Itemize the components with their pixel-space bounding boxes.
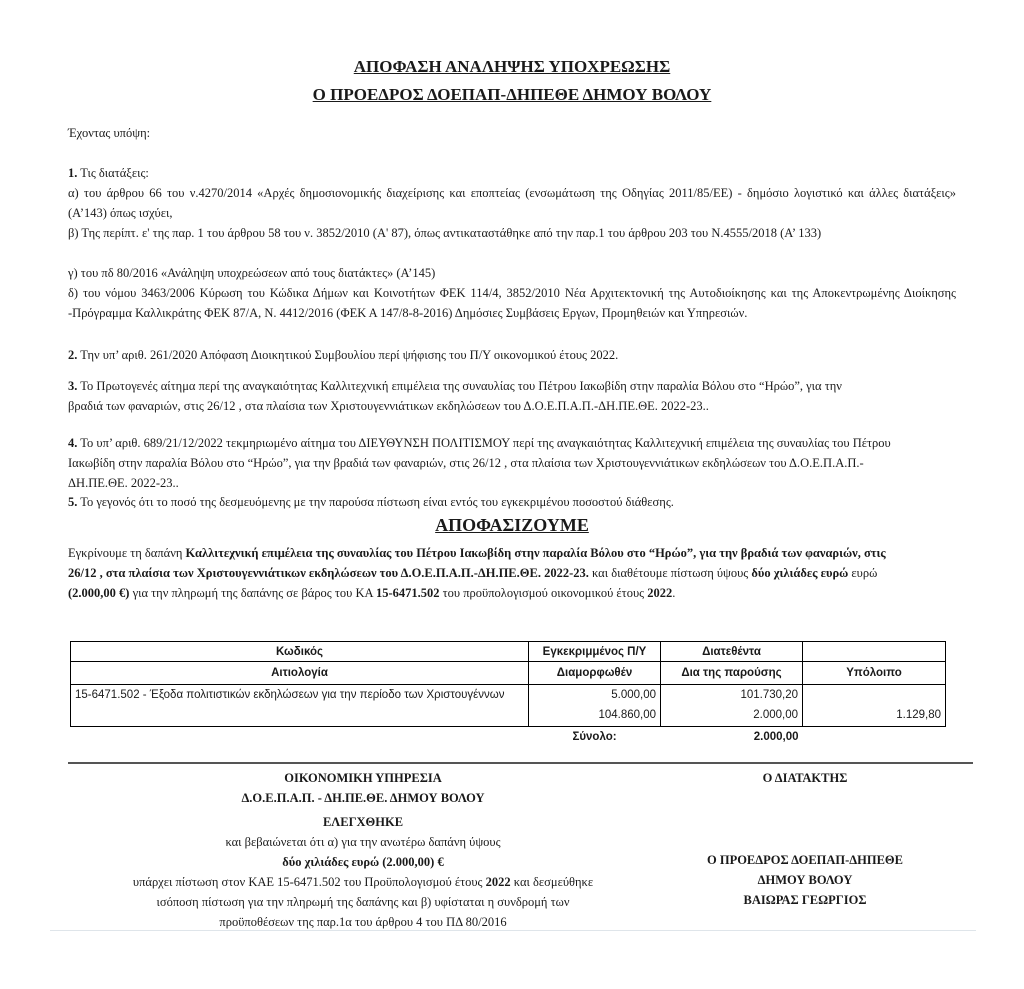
item-4: 4. Το υπ’ αριθ. 689/21/12/2022 τεκμηριωμένο αίτημα του ΔΙΕΥΘΥΝΣΗ ΠΟΛΙΤΙΣΜΟΥ περί της αναγκαιότητας Καλλιτεχνική επιμέλεια της συναυλίας του Πέτρου Ιακωβίδη στην παραλία Βόλου στο “Ηρώο”, για την βραδιά των φαναριών, στις 26/12 , στα πλαίσια των Χριστουγεννιάτικων εκδηλώσεων του Δ.Ο.Ε.Π.Α.Π.-ΔΗ.ΠΕ.ΘΕ. 2022-23.. [68, 436, 891, 490]
document-title [0, 57, 1024, 77]
table-header-row-1 [71, 642, 946, 662]
decision-paragraph: Εγκρίνουμε τη δαπάνη Καλλιτεχνική επιμέλεια της συναυλίας του Πέτρου Ιακωβίδη στην παραλία Βόλου στο “Ηρώο”, για την βραδιά των φαναριών, στις 26/12 , στα πλαίσια των Χριστουγεννιάτικων εκδηλώσεων του Δ.Ο.Ε.Π.Α.Π.-ΔΗ.ΠΕ.ΘΕ. 2022-23. και διαθέτουμε πίστωση ύψους δύο χιλιάδες ευρώ ευρώ (2.000,00 €) για την πληρωμή της δαπάνης σε βάρος του ΚΑ 15-6471.502 του προϋπολογισμού οικονομικού έτους 2022. [68, 546, 886, 600]
header-formed: Διαμορφωθέν [529, 662, 661, 685]
table-row [71, 685, 946, 705]
cell-remaining: 1.129,80 [803, 704, 946, 727]
authorizer-signature-block [680, 850, 930, 910]
considering-label: Έχοντας υπόψη: [68, 126, 151, 140]
credit-text: υπάρχει πίστωση στον ΚΑΕ 15-6471.502 του Προϋπολογισμού έτους 2022 και δεσμεύθηκε [132, 875, 594, 889]
payment-text: ισόποση πίστωση για την πληρωμή της δαπάνης και β) υφίσταται η συνδρομή των [156, 895, 570, 909]
conditions-text: προϋποθέσεων της παρ.1α του άρθρου 4 του ΠΔ 80/2016 [219, 915, 507, 929]
cell-formed: 104.860,00 [529, 704, 661, 727]
table-total-row [71, 727, 946, 747]
document-subtitle [0, 85, 1024, 105]
budget-table [70, 641, 946, 746]
cell-available-top: 101.730,20 [661, 685, 803, 705]
checked-label: ΕΛΕΓΧΘΗΚΕ [322, 815, 404, 829]
financial-service-org: Δ.Ο.Ε.Π.Α.Π. - ΔΗ.ΠΕ.ΘΕ. ΔΗΜΟΥ ΒΟΛΟΥ [241, 791, 485, 805]
header-remaining: Υπόλοιπο [803, 662, 946, 685]
header-current: Δια της παρούσης [661, 662, 803, 685]
authorizer-label: Ο ΔΙΑΤΑΚΤΗΣ [762, 771, 848, 785]
item-1-d: δ) του νόμου 3463/2006 Κύρωση του Κώδικα Δήμων και Κοινοτήτων ΦΕΚ 114/4, 3852/2010 Νέα Αρχιτεκτονική της Αυτοδιοίκησης και της Αποκεντρωμένης Διοίκησης -Πρόγραμμα Καλλικράτης ΦΕΚ 87/Α, Ν. 4412/2016 (ΦΕΚ Α 147/8-8-2016) Δημόσιες Συμβάσεις Εργων, Προμηθειών και Υπηρεσιών. [68, 286, 956, 320]
authorizer-name: ΒΑΙΩΡΑΣ ΓΕΩΡΓΙΟΣ [743, 893, 867, 907]
total-label: Σύνολο: [572, 730, 617, 743]
bottom-rule [50, 930, 976, 931]
title-line-2: Ο ΠΡΟΕΔΡΟΣ ΔΟΕΠΑΠ-ΔΗΠΕΘΕ ΔΗΜΟΥ ΒΟΛΟΥ [312, 85, 712, 104]
item-1-c: γ) του πδ 80/2016 «Ανάληψη υποχρεώσεων από τους διατάκτες» (Α’145) [68, 266, 436, 280]
decide-heading: ΑΠΟΦΑΣΙΖΟΥΜΕ [435, 515, 589, 535]
header-approved: Εγκεκριμμένος Π/Υ [529, 642, 661, 662]
total-value: 2.000,00 [753, 730, 799, 743]
cell-approved-top: 5.000,00 [529, 685, 661, 705]
financial-service-title: ΟΙΚΟΝΟΜΙΚΗ ΥΠΗΡΕΣΙΑ [284, 771, 442, 785]
item-2: 2. Την υπ’ αριθ. 261/2020 Απόφαση Διοικητικού Συμβουλίου περί ψήφισης του Π/Υ οικονομικού έτους 2022. [68, 348, 619, 362]
section-divider [68, 762, 973, 764]
financial-service-block [68, 768, 658, 932]
authorizer-municipality: ΔΗΜΟΥ ΒΟΛΟΥ [757, 873, 853, 887]
header-available: Διατεθέντα [661, 642, 803, 662]
row-description: 15-6471.502 - Έξοδα πολιτιστικών εκδηλώσεων για την περίοδο των Χριστουγέννων [71, 685, 529, 727]
authorizer-title: Ο ΠΡΟΕΔΡΟΣ ΔΟΕΠΑΠ-ΔΗΠΕΘΕ [707, 853, 903, 867]
table-header-row-2 [71, 662, 946, 685]
item-1-heading: 1. Τις διατάξεις: [68, 166, 149, 180]
title-line-1: ΑΠΟΦΑΣΗ ΑΝΑΛΗΨΗΣ ΥΠΟΧΡΕΩΣΗΣ [353, 57, 671, 76]
item-5: 5. Το γεγονός ότι το ποσό της δεσμευόμενης με την παρούσα πίστωση είναι εντός του εγκεκριμένου ποσοστού διάθεσης. [68, 495, 674, 509]
amount-text: δύο χιλιάδες ευρώ (2.000,00) € [282, 855, 444, 869]
item-1-a: α) του άρθρου 66 του ν.4270/2014 «Αρχές δημοσιονομικής διαχείρισης και εποπτείας (ενσωμάτωση της Οδηγίας 2011/85/ΕΕ) - δημόσιο λογιστικό και άλλες διατάξεις» (Α’143) όπως ισχύει, [68, 186, 956, 220]
item-3: 3. Το Πρωτογενές αίτημα περί της αναγκαιότητας Καλλιτεχνική επιμέλεια της συναυλίας του Πέτρου Ιακωβίδη στην παραλία Βόλου στο “Ηρώο”, για την βραδιά των φαναριών, στις 26/12 , στα πλαίσια των Χριστουγεννιάτικων εκδηλώσεων του Δ.Ο.Ε.Π.Α.Π.-ΔΗ.ΠΕ.ΘΕ. 2022-23.. [68, 379, 842, 413]
header-code: Κωδικός [71, 642, 529, 662]
certified-text: και βεβαιώνεται ότι α) για την ανωτέρω δαπάνη ύψους [225, 835, 501, 849]
item-1-b: β) Της περίπτ. ε' της παρ. 1 του άρθρου 58 του ν. 3852/2010 (Α' 87), όπως αντικαταστάθηκε από την παρ.1 του άρθρου 203 του Ν.4555/2018 (Α’ 133) [68, 226, 822, 240]
cell-current: 2.000,00 [661, 704, 803, 727]
header-reason: Αιτιολογία [71, 662, 529, 685]
